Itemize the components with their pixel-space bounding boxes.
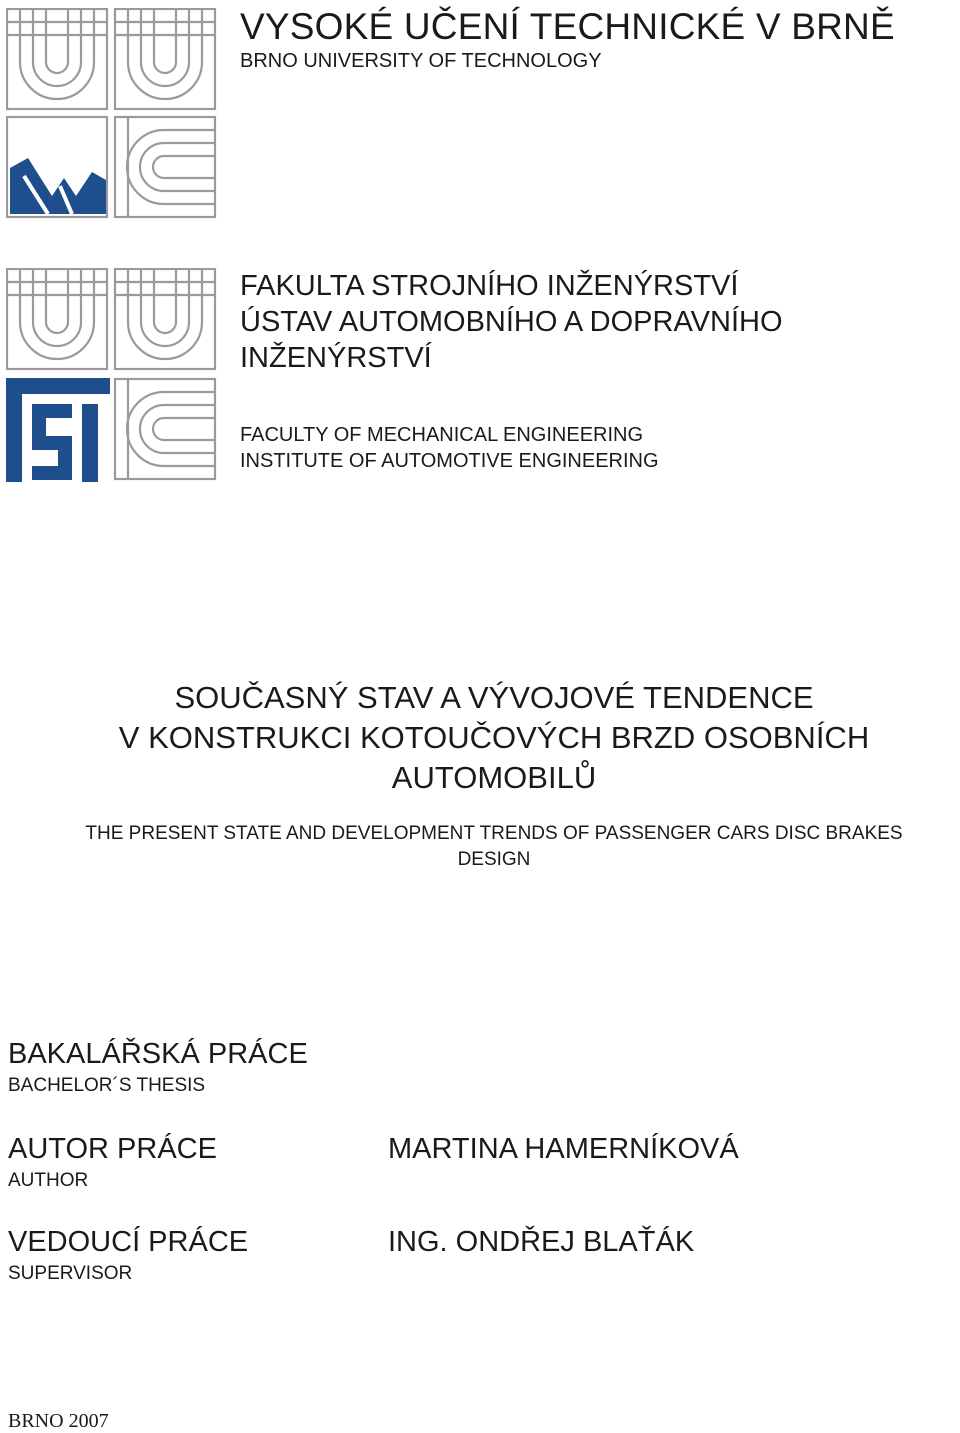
thesis-title-line: V KONSTRUKCI KOTOUČOVÝCH BRZD OSOBNÍCH xyxy=(118,720,870,755)
supervisor-label-cz: VEDOUCÍ PRÁCE xyxy=(8,1226,249,1258)
fsi-logo-icon xyxy=(6,268,220,484)
university-name-en: BRNO UNIVERSITY OF TECHNOLOGY xyxy=(240,50,602,72)
thesis-title-cz xyxy=(0,678,960,798)
author-label-en: AUTHOR xyxy=(8,1170,89,1191)
faculty-name-cz xyxy=(240,268,783,376)
institute-line-continued: INŽENÝRSTVÍ xyxy=(240,342,432,374)
faculty-name-en xyxy=(240,422,659,474)
faculty-line-en: FACULTY OF MECHANICAL ENGINEERING xyxy=(240,424,644,446)
thesis-title-en-line: THE PRESENT STATE AND DEVELOPMENT TRENDS OF PASSENGER CARS DISC BRAKES xyxy=(85,823,903,844)
thesis-title-line: AUTOMOBILŮ xyxy=(391,760,597,795)
supervisor-name: ING. ONDŘEJ BLAŤÁK xyxy=(388,1226,695,1258)
vut-logo-icon xyxy=(6,8,220,222)
place-and-year: BRNO 2007 xyxy=(8,1410,109,1432)
institute-line-en: INSTITUTE OF AUTOMOTIVE ENGINEERING xyxy=(240,450,659,472)
faculty-line: FAKULTA STROJNÍHO INŽENÝRSTVÍ xyxy=(240,270,739,302)
thesis-type-en: BACHELOR´S THESIS xyxy=(8,1075,206,1096)
thesis-title-en-line: DESIGN xyxy=(457,849,531,870)
author-name: MARTINA HAMERNÍKOVÁ xyxy=(388,1133,739,1165)
supervisor-label-en: SUPERVISOR xyxy=(8,1263,133,1284)
thesis-title-line: SOUČASNÝ STAV A VÝVOJOVÉ TENDENCE xyxy=(174,680,814,715)
author-label-cz: AUTOR PRÁCE xyxy=(8,1133,217,1165)
thesis-type-cz: BAKALÁŘSKÁ PRÁCE xyxy=(8,1038,308,1070)
institute-line: ÚSTAV AUTOMOBNÍHO A DOPRAVNÍHO xyxy=(240,306,783,338)
university-name-cz: VYSOKÉ UČENÍ TECHNICKÉ V BRNĚ xyxy=(240,6,895,47)
thesis-title-en xyxy=(0,821,960,873)
